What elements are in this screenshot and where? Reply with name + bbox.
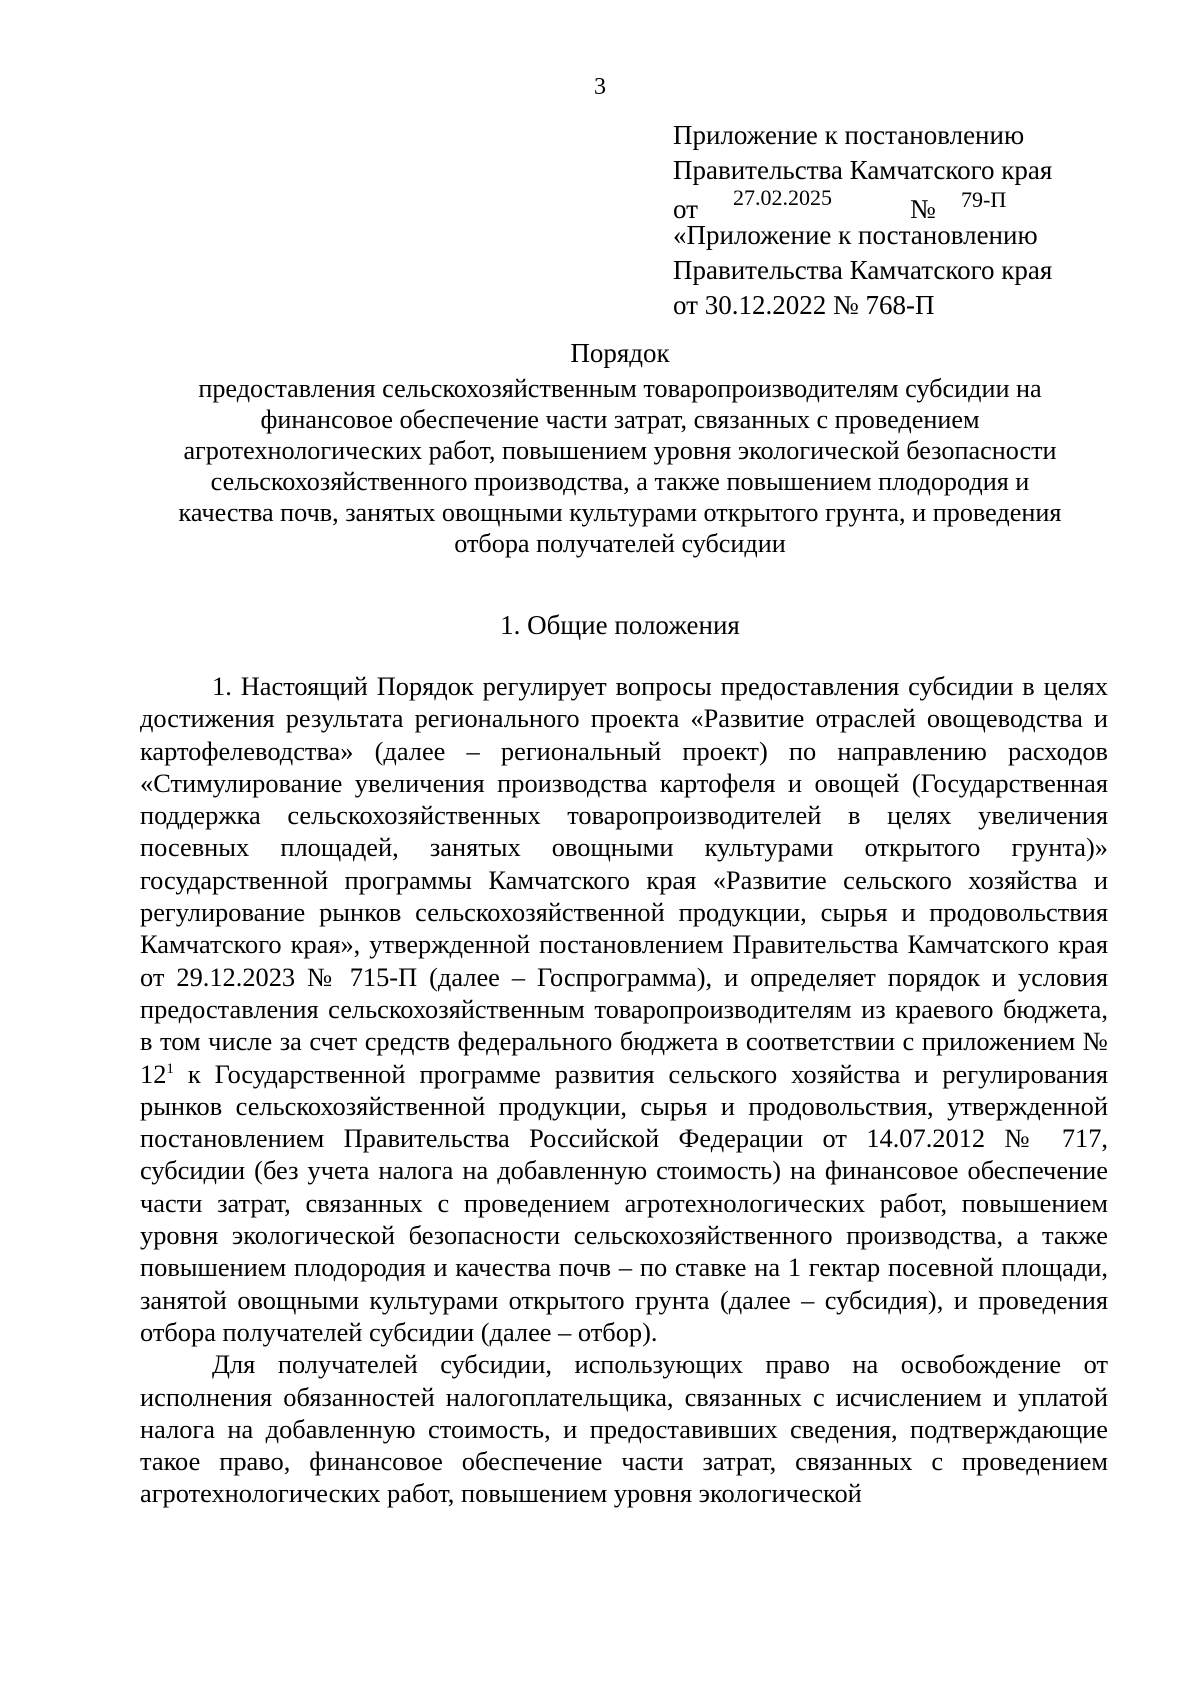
appendix-line: Приложение к постановлению	[673, 120, 1025, 150]
amended-appendix-line: от 30.12.2022 № 768-П	[673, 290, 935, 320]
subtitle-line: отбора получателей субсидии	[454, 529, 786, 558]
resolution-date: 27.02.2025	[733, 185, 832, 210]
footnote-superscript: 1	[166, 1060, 174, 1077]
subtitle-line: агротехнологических работ, повышением уровня экологической безопасности	[183, 436, 1057, 465]
number-sign: №	[910, 194, 936, 224]
page-number: 3	[594, 74, 606, 100]
amended-appendix-line: Правительства Камчатского края	[673, 255, 1053, 285]
date-prefix: от	[673, 194, 698, 224]
subtitle-line: предоставления сельскохозяйственным товаропроизводителям субсидии на	[198, 374, 1042, 403]
paragraph-1	[140, 670, 1108, 1348]
amended-appendix-header	[673, 218, 1133, 323]
appendix-header	[673, 118, 1133, 228]
paragraph-2: Для получателей субсидии, использующих право на освобождение от исполнения обязанностей налогоплательщика, связанных с исчислением и уплатой налога на добавленную стоимость, и предоставивших сведения, подтверждающие такое право, финансовое обеспечение части затрат, связанных с проведением агротехнологических работ, повышением уровня экологической	[140, 1349, 1108, 1509]
amended-appendix-line: «Приложение к постановлению	[673, 220, 1038, 250]
subtitle-line: качества почв, занятых овощными культурами открытого грунта, и проведения	[178, 498, 1062, 527]
appendix-line: Правительства Камчатского края	[673, 155, 1053, 185]
subtitle-line: финансовое обеспечение части затрат, связанных с проведением	[260, 405, 980, 434]
paragraph-1-text-continued: к Государственной программе развития сельского хозяйства и регулирования рынков сельскохозяйственной продукции, сырья и продовольствия, утвержденной постановлением Правительства Российской Федерации от 14.07.2012 № 717, субсидии (без учета налога на добавленную стоимость) на финансовое обеспечение части затрат, связанных с проведением агротехнологических работ, повышением уровня экологической безопасности сельскохозяйственного производства, а также повышением плодородия и качества почв – по ставке на 1 гектар посевной площади, занятой овощными культурами открытого грунта (далее – субсидия), и проведения отбора получателей субсидии (далее – отбор).	[140, 1058, 1108, 1347]
subtitle-line: сельскохозяйственного производства, а также повышением плодородия и	[210, 467, 1030, 496]
document-subtitle	[140, 373, 1100, 559]
resolution-number: 79-П	[961, 187, 1007, 212]
document-body	[140, 670, 1108, 1510]
document-title: Порядок	[570, 338, 670, 368]
section-heading: 1. Общие положения	[500, 610, 740, 640]
paragraph-1-text: 1. Настоящий Порядок регулирует вопросы предоставления субсидии в целях достижения результата регионального проекта «Развитие отраслей овощеводства и картофелеводства» (далее – региональный проект) по направлению расходов «Стимулирование увеличения производства картофеля и овощей (Государственная поддержка сельскохозяйственных товаропроизводителей в целях увеличения посевных площадей, занятых овощными культурами открытого грунта)» государственной программы Камчатского края «Развитие сельского хозяйства и регулирование рынков сельскохозяйственной продукции, сырья и продовольствия Камчатского края», утвержденной постановлением Правительства Камчатского края от 29.12.2023 № 715-П (далее – Госпрограмма), и определяет порядок и условия предоставления сельскохозяйственным товаропроизводителям из краевого бюджета, в том числе за счет средств федерального бюджета в соответствии с приложением № 12	[140, 671, 1108, 1089]
